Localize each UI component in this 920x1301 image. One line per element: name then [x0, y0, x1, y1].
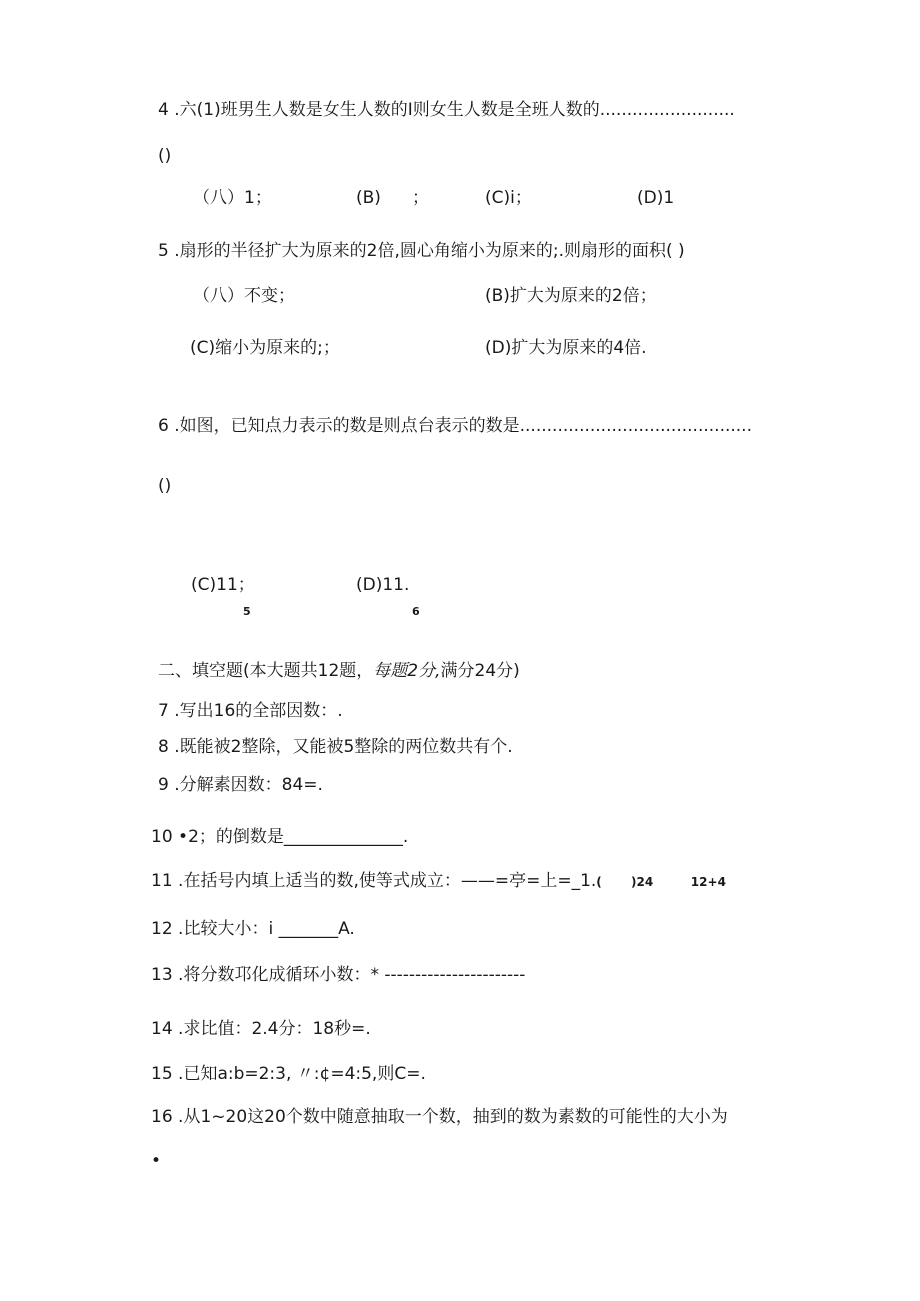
q4-option-c: (C)i； [485, 188, 532, 208]
question-8: 8 .既能被2整除，又能被5整除的两位数共有个. [158, 737, 513, 757]
q4-option-a: （八）1； [193, 188, 272, 208]
q5-option-a: （八）不变； [193, 286, 295, 306]
question-9: 9 .分解素因数：84=. [158, 775, 323, 795]
question-16: 16 .从1~20这20个数中随意抽取一个数，抽到的数为素数的可能性的大小为 [151, 1107, 728, 1127]
q4-option-b-sep: ； [412, 188, 429, 208]
question-12: 12 .比较大小：i _______A. [151, 919, 355, 939]
q6-option-d: (D)11. [356, 575, 410, 595]
q5-option-c: (C)缩小为原来的;； [190, 338, 340, 358]
question-10: 10 •2；的倒数是______________. [151, 827, 409, 847]
q4-option-b: (B) [356, 188, 381, 208]
q6-option-d-sub: 6 [412, 605, 420, 618]
question-4: 4 .六(1)班男生人数是女生人数的I则女生人数是全班人数的......................... [158, 100, 735, 120]
q6-option-c: (C)11； [191, 575, 255, 595]
question-16-end-mark: • [151, 1151, 162, 1171]
q6-answer-paren: () [158, 476, 172, 496]
question-14: 14 .求比值：2.4分：18秒=. [151, 1019, 371, 1039]
q4-answer-paren: () [158, 146, 172, 166]
question-5: 5 .扇形的半径扩大为原来的2倍,圆心角缩小为原来的;.则扇形的面积( ) [158, 241, 685, 261]
q6-option-c-sub: 5 [243, 605, 251, 618]
section-2-heading: 二、填空题(本大题共12题，每题2分,满分24分) [158, 661, 520, 681]
q5-option-b: (B)扩大为原来的2倍； [485, 286, 657, 306]
question-6: 6 .如图，已知点力表示的数是则点台表示的数是........................................... [158, 416, 752, 436]
question-7: 7 .写出16的全部因数：. [158, 701, 343, 721]
question-11: 11 .在括号内填上适当的数,使等式成立：——=亭=上=_1.( )24 12+4 [151, 871, 726, 891]
question-15: 15 .已知a:b=2:3, 〃:¢=4:5,则C=. [151, 1064, 426, 1084]
question-13: 13 .将分数邛化成循环小数：* ----------------------- [151, 965, 526, 985]
q5-option-d: (D)扩大为原来的4倍. [485, 338, 647, 358]
q4-option-d: (D)1 [637, 188, 675, 208]
